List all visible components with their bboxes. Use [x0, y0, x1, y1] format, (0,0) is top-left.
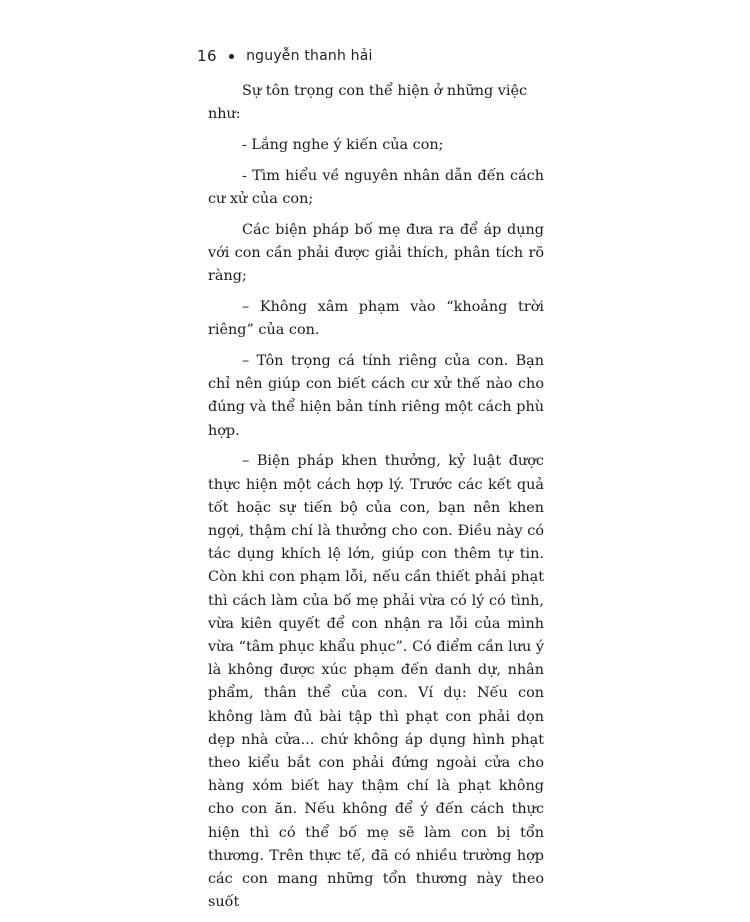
paragraph-causes: - Tìm hiểu về nguyên nhân dẫn đến cách cư xử của con;: [208, 167, 544, 207]
running-header: [197, 44, 373, 68]
paragraph-intro: Sự tôn trọng con thể hiện ở những việc như:: [208, 83, 528, 123]
bullet-separator: [229, 54, 234, 59]
paragraph-private-space: – Không xâm phạm vào “khoảng trời riêng” của con.: [208, 299, 544, 339]
paragraph-explain: Các biện pháp bố mẹ đưa ra để áp dụng với con cần phải được giải thích, phân tích rõ ràng;: [208, 221, 544, 285]
paragraph-reward-discipline: – Biện pháp khen thưởng, kỷ luật được thực hiện một cách hợp lý. Trước các kết quả tốt hoặc sự tiến bộ của con, bạn nên khen ngợi, thậm chí là thưởng cho con. Điều này có tác dụng khích lệ lớn, giúp con thêm tự tin. Còn khi con phạm lỗi, nếu cần thiết phải phạt thì cách làm của bố mẹ phải vừa có lý có tình, vừa kiên quyết để con nhận ra lỗi của mình vừa “tâm phục khẩu phục”. Có điểm cần lưu ý là không được xúc phạm đến danh dự, nhân phẩm, thân thể của con. Ví dụ: Nếu con không làm đủ bài tập thì phạt con phải dọn dẹp nhà cửa... chứ không áp dụng hình phạt theo kiểu bắt con phải đứng ngoài cửa cho hàng xóm biết hay thậm chí là phạt không cho con ăn. Nếu không để ý đến cách thực hiện thì có thể bố mẹ sẽ làm con bị tổn thương. Trên thực tế, đã có nhiều trường hợp các con mang những tổn thương này theo suốt: [208, 453, 544, 911]
paragraph-listen: - Lắng nghe ý kiến của con;: [242, 137, 444, 153]
paragraph-personality: – Tôn trọng cá tính riêng của con. Bạn chỉ nên giúp con biết cách cư xử thế nào cho đúng và thể hiện bản tính riêng một cách phù hợp.: [208, 353, 544, 439]
body-text: [208, 80, 544, 922]
author-name: nguyễn thanh hải: [246, 48, 373, 64]
page-number: 16: [197, 47, 218, 65]
